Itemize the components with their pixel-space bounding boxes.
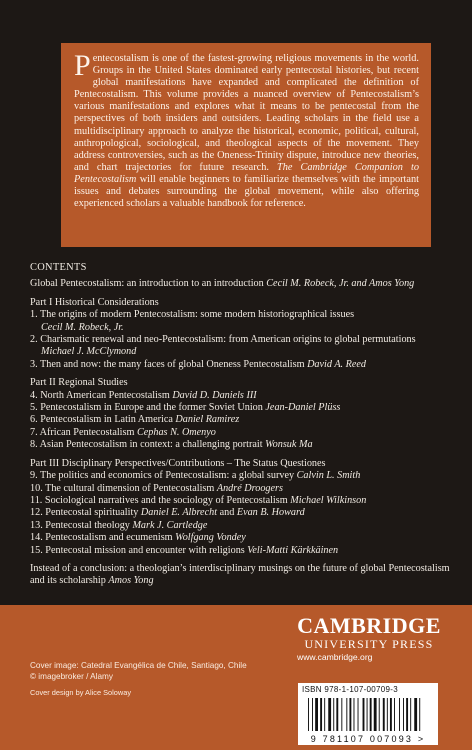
image-copyright: © imagebroker / Alamy	[30, 672, 113, 681]
contents-entry: 15. Pentecostal mission and encounter with religions Veli-Matti Kärkkäinen	[30, 544, 339, 556]
barcode-bar	[346, 698, 347, 731]
part-heading: Part II Regional Studies	[30, 377, 128, 389]
contents-entry: 10. The cultural dimension of Pentecostalism André Droogers	[30, 482, 283, 494]
contents-entry: 8. Asian Pentecostalism in context: a challenging portrait Wonsuk Ma	[30, 439, 313, 451]
barcode-bar	[336, 698, 338, 731]
barcode-bar	[363, 698, 365, 731]
cover-design-credit: Cover design by Alice Soloway	[30, 688, 132, 697]
footer-band	[0, 605, 472, 750]
barcode-bar	[349, 698, 351, 731]
cover-credits	[30, 660, 270, 698]
barcode-bar	[379, 698, 380, 731]
contents-entry: Global Pentecostalism: an introduction to an introduction Cecil M. Robeck, Jr. and Amos Yong	[30, 278, 415, 290]
barcode-bar	[374, 698, 377, 731]
barcode-bar	[410, 698, 411, 731]
contents-entry: Instead of a conclusion: a theologian’s interdisciplinary musings on the future of global Pentecostalism and its scholarship Amos Yong	[30, 562, 450, 587]
contents-entry: 6. Pentecostalism in Latin America Daniel Ramirez	[30, 414, 240, 426]
isbn-number: ISBN 978-1-107-00709-3	[302, 685, 398, 694]
contents-entry: 5. Pentecostalism in Europe and the former Soviet Union Jean-Daniel Plüss	[30, 402, 341, 414]
barcode-bar	[312, 698, 313, 731]
barcode-bar	[399, 698, 400, 731]
barcode-bar	[328, 698, 331, 731]
drop-cap: P	[74, 49, 91, 82]
barcode-bar	[403, 698, 404, 731]
contents-entry: 2. Charismatic renewal and neo-Pentecostalism: from American origins to global permutations	[30, 334, 416, 346]
barcode-bar	[308, 698, 309, 731]
barcode-digits: 9 781107 007093 >	[310, 734, 426, 744]
barcode-bar	[367, 698, 368, 731]
barcode-bar	[383, 698, 385, 731]
barcode-bar	[419, 698, 420, 731]
book-description: Pentecostalism is one of the fastest-growing religious movements in the world. Groups in the United States dominated early pentecostal histories, but recent global manifestations have expanded and complicated the definition of Pentecostalism. This volume provides a nuanced overview of Pentecostalism’s various manifestations and explores what it means to be pentecostal from the perspectives of both insiders and outsiders. Leading scholars in the field use a multidisciplinary approach to analyze the historical, economic, political, cultural, anthropological, sociological, and theological aspects of the movement. They address controversies, such as the Oneness-Trinity dispute, introduce new theories, and chart trajectories for future research. The Cambridge Companion to Pentecostalism will enable beginners to familiarize themselves with the important issues and debates surrounding the global movement, while also offering experienced scholars a valuable handbook for reference.	[74, 49, 419, 210]
contents-entry: 4. North American Pentecostalism David D. Daniels III	[30, 389, 257, 401]
table-of-contents	[30, 262, 450, 588]
chapter-author: Michael J. McClymond	[41, 346, 137, 358]
part-heading: Part I Historical Considerations	[30, 296, 159, 308]
barcode-icon	[298, 696, 438, 734]
barcode-bar	[370, 698, 372, 731]
publisher-url: www.cambridge.org	[297, 652, 373, 662]
barcode-bar	[406, 698, 408, 731]
barcode-bar	[324, 698, 325, 731]
contents-entry: 11. Sociological narratives and the sociology of Pentecostalism Michael Wilkinson	[30, 494, 367, 506]
description-box	[61, 43, 431, 247]
publisher-name: CAMBRIDGE	[297, 613, 441, 638]
barcode-bar	[341, 698, 342, 731]
part-heading: Part III Disciplinary Perspectives/Contributions – The Status Questiones	[30, 457, 326, 469]
barcode-bar	[358, 698, 359, 731]
contents-entry: 1. The origins of modern Pentecostalism: some modern historiographical issues	[30, 309, 355, 321]
barcode-bar	[320, 698, 322, 731]
barcode-bar	[387, 698, 388, 731]
barcode-bar	[390, 698, 392, 731]
barcode	[298, 683, 438, 745]
barcode-bar	[315, 698, 318, 731]
chapter-author: Cecil M. Robeck, Jr.	[41, 321, 124, 333]
contents-heading: CONTENTS	[30, 262, 87, 273]
contents-entry: 13. Pentecostal theology Mark J. Cartledge	[30, 519, 208, 531]
contents-entry: 9. The politics and economics of Pentecostalism: a global survey Calvin L. Smith	[30, 470, 361, 482]
barcode-bar	[394, 698, 395, 731]
publisher-press: UNIVERSITY PRESS	[304, 637, 434, 651]
contents-entry: 3. Then and now: the many faces of global Oneness Pentecostalism David A. Reed	[30, 358, 367, 370]
cover-image-credit: Cover image: Catedral Evangélica de Chile, Santiago, Chile	[30, 661, 247, 670]
contents-entry: 12. Pentecostal spirituality Daniel E. Albrecht and Evan B. Howard	[30, 507, 305, 519]
barcode-bar	[354, 698, 355, 731]
contents-entry: 7. African Pentecostalism Cephas N. Omenyo	[30, 426, 216, 438]
contents-entry: 14. Pentecostalism and ecumenism Wolfgang Vondey	[30, 532, 246, 544]
barcode-bar	[414, 698, 417, 731]
publisher-logo	[294, 615, 444, 662]
barcode-bar	[333, 698, 334, 731]
